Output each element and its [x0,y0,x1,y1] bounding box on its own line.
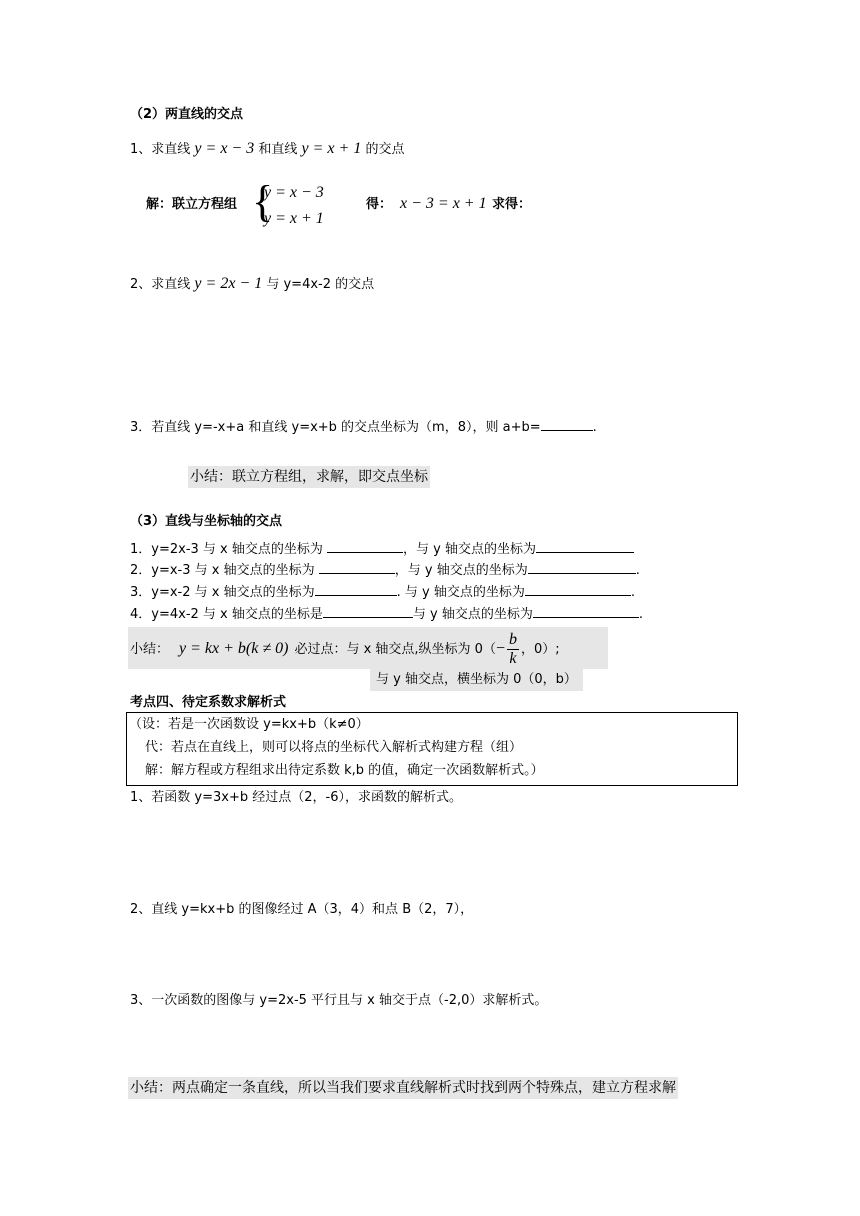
answer-blank[interactable] [327,540,403,553]
fraction-numerator: b [508,630,517,648]
axis-question-3 [130,583,635,599]
question-4-1: 1、若函数 y=3x+b 经过点（2，-6），求函数的解析式。 [130,790,462,805]
question-text: 与 y 轴交点的坐标为 [412,607,533,622]
answer-blank[interactable] [323,605,413,618]
derived-equation: x − 3 = x + 1 [400,195,487,212]
question-text: ，与 y 轴交点的坐标为 [394,563,528,578]
summary-label: 小结： [130,641,170,657]
fraction-b-over-k [507,631,519,668]
question-4-2: 2、直线 y=kx+b 的图像经过 A（3，4）和点 B（2，7）， [130,902,474,917]
question-text: 2、求直线 [130,277,191,292]
question-2-2 [130,276,374,292]
answer-blank[interactable] [536,540,634,553]
question-2-1 [130,141,404,157]
question-text: . [638,607,643,622]
summary-text: 必过点：与 x 轴交点,纵坐标为 0（ [294,641,496,657]
section-2-summary: 小结：联立方程组，求解，即交点坐标 [188,466,430,488]
question-text: 和直线 [258,142,298,157]
method-step-set: （设：若是一次函数设 y=kx+b（k≠0） [129,717,369,732]
answer-blank[interactable] [533,605,639,618]
section-4-summary: 小结：两点确定一条直线，所以当我们要求直线解析式时找到两个特殊点，建立方程求解 [128,1077,678,1099]
fraction-denominator: k [509,649,517,667]
section-3-title: （3）直线与坐标轴的交点 [130,514,283,529]
method-step-solve: 解：解方程或方程组求出待定系数 k,b 的值，确定一次函数解析式。） [145,763,544,778]
minus-sign: − [495,640,505,657]
summary-text: ，0）; [520,641,560,657]
section-4-title: 考点四、待定系数求解析式 [130,695,287,710]
axis-question-2 [130,561,640,577]
answer-blank[interactable] [528,561,636,574]
method-step-substitute: 代：若点在直线上，则可以将点的坐标代入解析式构建方程（组） [145,740,523,755]
question-text: 1、求直线 [130,142,191,157]
method-box [126,712,738,786]
brace-symbol: { [252,177,274,226]
section-3-summary [130,632,560,666]
axis-question-4 [130,605,643,621]
axis-question-1 [130,540,634,556]
solution-label: 解：联立方程组 [146,197,238,212]
question-text: . [630,585,635,600]
question-text: 3．y=x-2 与 x 轴交点的坐标为 [130,585,315,600]
question-text: ，与 y 轴交点的坐标为 [403,542,536,557]
question-text: 的交点 [365,142,405,157]
qiude-label: 求得： [492,197,532,212]
question-text: 1．y=2x-3 与 x 轴交点的坐标为 [130,542,328,557]
section-3-summary-line-2: 与 y 轴交点，横坐标为 0（0，b） [370,668,583,691]
question-text: . 与 y 轴交点的坐标为 [396,585,525,600]
question-text: . [635,563,640,578]
system-row-1: y = x − 3 [264,184,324,201]
question-text: . [592,420,597,435]
equation: y = 2x − 1 [194,275,263,292]
equation: y = x + 1 [301,140,362,157]
question-text: 2．y=x-3 与 x 轴交点的坐标为 [130,563,319,578]
answer-blank[interactable] [525,583,631,596]
summary-equation: y = kx + b(k ≠ 0) [179,640,289,657]
answer-blank[interactable] [541,418,593,431]
section-2-title: （2）两直线的交点 [130,107,244,122]
answer-blank[interactable] [319,561,395,574]
question-text: 3．若直线 y=-x+a 和直线 y=x+b 的交点坐标为（m，8），则 a+b= [130,420,541,435]
question-4-3: 3、一次函数的图像与 y=2x-5 平行且与 x 轴交于点（-2,0）求解析式。 [130,993,548,1008]
system-row-2: y = x + 1 [264,210,324,227]
question-text: 与 y=4x-2 的交点 [266,277,375,292]
question-text: 4．y=4x-2 与 x 轴交点的坐标是 [130,607,323,622]
de-label: 得： [366,197,393,212]
answer-blank[interactable] [315,583,397,596]
equation: y = x − 3 [194,140,255,157]
question-2-3 [130,418,597,434]
